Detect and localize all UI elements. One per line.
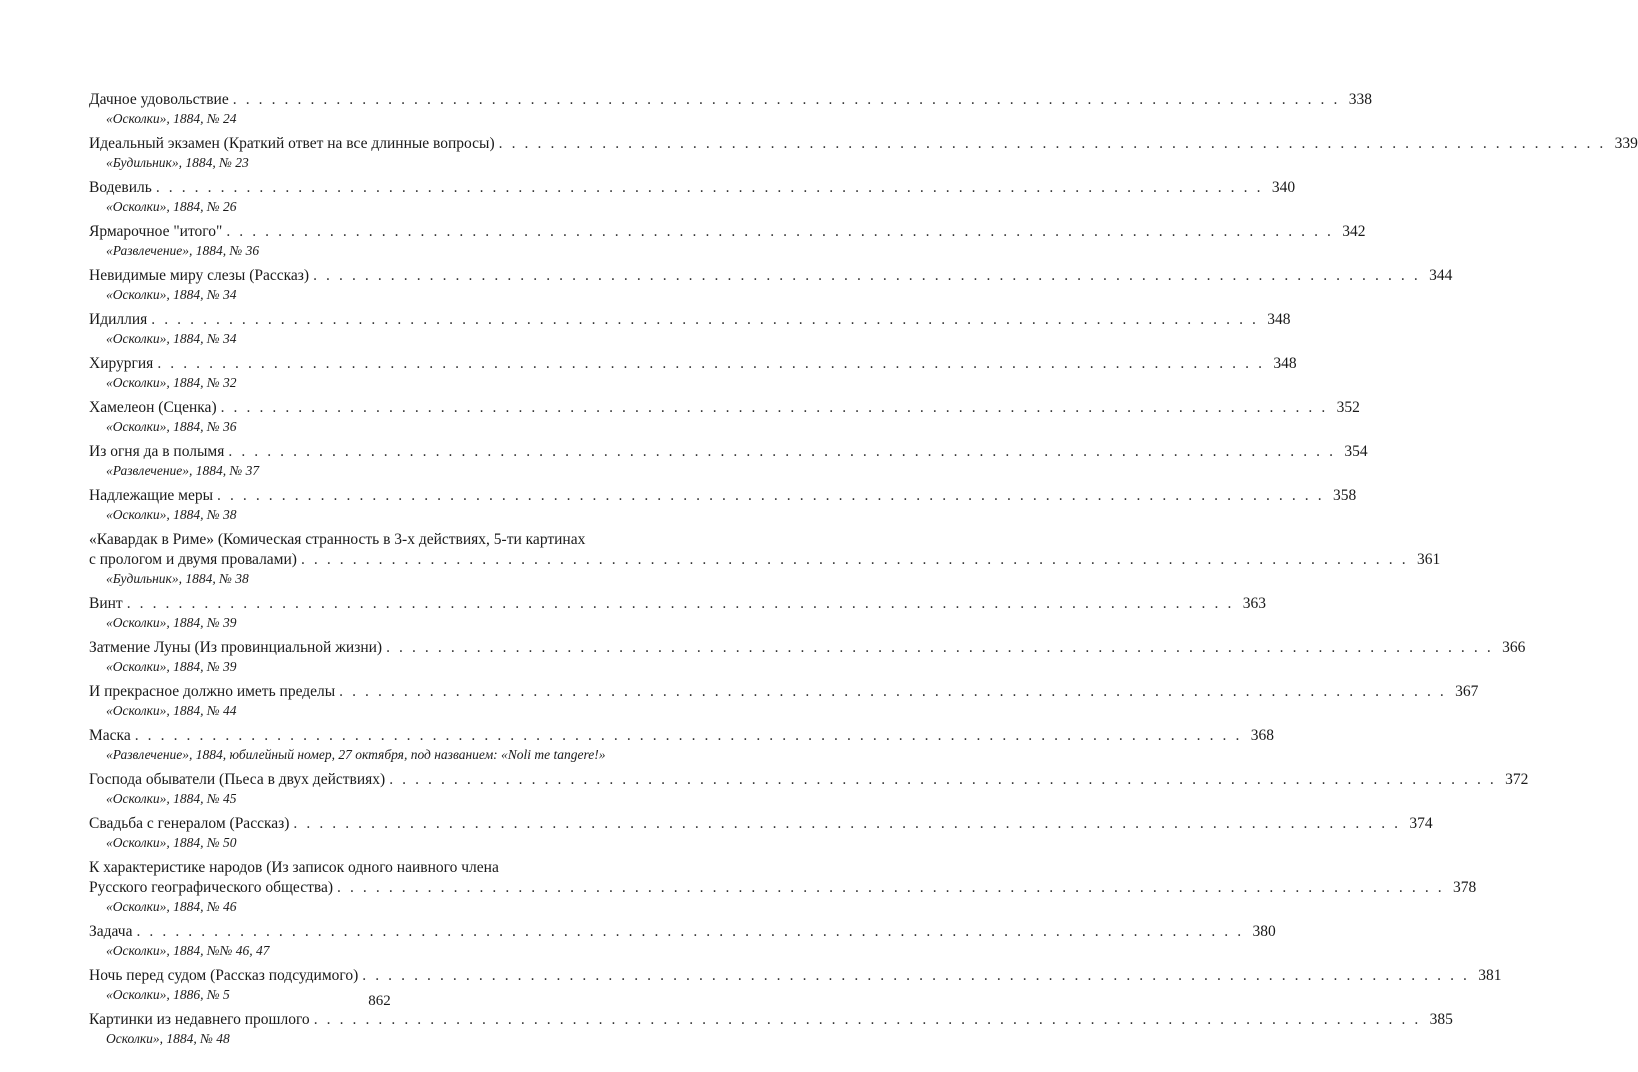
entry-title: Идеальный экзамен (Краткий ответ на все длинные вопросы) — [89, 135, 495, 152]
entry-page-number: 342 — [1342, 223, 1366, 240]
entry-source: «Будильник», 1884, № 38 — [106, 571, 249, 586]
toc-entry — [89, 530, 1441, 588]
entry-source: «Осколки», 1884, № 32 — [106, 375, 237, 390]
entry-title-line — [89, 442, 1368, 462]
entry-source: Осколки», 1884, № 48 — [106, 1031, 230, 1046]
toc-entry — [89, 922, 1276, 960]
entry-source: «Осколки», 1884, № 46 — [106, 899, 237, 914]
entry-title: с прологом и двумя провалами) — [89, 551, 297, 568]
entry-title: Господа обыватели (Пьеса в двух действиях) — [89, 771, 386, 788]
entry-title-line — [89, 90, 1372, 110]
dot-leader: . . . . . . . . . . . . . . . . . . . . . . . . . . . . . . . . . . . . . . . . . . . . . . . . . . . . . . . . . . . . . . . . . . . . . . . . . . . . . . . . . . . . . . — [126, 595, 1234, 612]
dot-leader: . . . . . . . . . . . . . . . . . . . . . . . . . . . . . . . . . . . . . . . . . . . . . . . . . . . . . . . . . . . . . . . . . . . . . . . . . . . . . . . . . . . . . . — [498, 135, 1606, 152]
entry-title: Хамелеон (Сценка) — [89, 399, 217, 416]
dot-leader: . . . . . . . . . . . . . . . . . . . . . . . . . . . . . . . . . . . . . . . . . . . . . . . . . . . . . . . . . . . . . . . . . . . . . . . . . . . . . . . . . . . . . . — [339, 683, 1447, 700]
entry-title-line — [89, 354, 1297, 374]
entry-title: И прекрасное должно иметь пределы — [89, 683, 336, 700]
entry-title-line — [89, 222, 1366, 242]
entry-title-line — [89, 266, 1453, 286]
entry-title-line — [89, 682, 1479, 702]
dot-leader: . . . . . . . . . . . . . . . . . . . . . . . . . . . . . . . . . . . . . . . . . . . . . . . . . . . . . . . . . . . . . . . . . . . . . . . . . . . . . . . . . . . . . . — [362, 967, 1470, 984]
entry-source: «Осколки», 1884, № 39 — [106, 659, 237, 674]
entry-page-number: 374 — [1409, 815, 1433, 832]
entry-title-line — [89, 310, 1291, 330]
dot-leader: . . . . . . . . . . . . . . . . . . . . . . . . . . . . . . . . . . . . . . . . . . . . . . . . . . . . . . . . . . . . . . . . . . . . . . . . . . . . . . . . . . . . . . — [220, 399, 1328, 416]
toc-entry — [89, 134, 1638, 172]
entry-title-line — [89, 398, 1360, 418]
entry-title: Затмение Луны (Из провинциальной жизни) — [89, 639, 383, 656]
entry-page-number: 339 — [1614, 135, 1638, 152]
entry-source: «Осколки», 1884, № 24 — [106, 111, 237, 126]
entry-page-number: 372 — [1505, 771, 1529, 788]
toc-entry — [89, 858, 1477, 916]
entry-title: Картинки из недавнего прошлого — [89, 1011, 310, 1028]
entry-title-line — [89, 486, 1357, 506]
entry-title-line — [89, 878, 1477, 898]
entry-title: Русского географического общества) — [89, 879, 334, 896]
toc-entry — [89, 638, 1526, 676]
entry-source: «Осколки», 1884, № 36 — [106, 419, 237, 434]
toc-entry — [89, 814, 1433, 852]
entry-page-number: 338 — [1348, 91, 1372, 108]
entry-title-line — [89, 814, 1433, 834]
dot-leader: . . . . . . . . . . . . . . . . . . . . . . . . . . . . . . . . . . . . . . . . . . . . . . . . . . . . . . . . . . . . . . . . . . . . . . . . . . . . . . . . . . . . . . — [313, 267, 1421, 284]
entry-title-first-line: «Кавардак в Риме» (Комическая странность в 3-х действиях, 5-ти картинах — [89, 531, 586, 548]
toc-entry — [89, 486, 1357, 524]
toc-entry — [89, 266, 1453, 304]
entry-title-first-line: К характеристике народов (Из записок одного наивного члена — [89, 859, 499, 876]
entry-source: «Осколки», 1884, № 34 — [106, 287, 237, 302]
entry-source: «Развлечение», 1884, № 36 — [106, 243, 260, 258]
entry-source: «Осколки», 1884, № 50 — [106, 835, 237, 850]
entry-title: Ярмарочное "итого" — [89, 223, 223, 240]
toc-entry — [89, 354, 1297, 392]
entry-source: «Осколки», 1884, № 39 — [106, 615, 237, 630]
entry-title-line — [89, 1010, 1453, 1030]
dot-leader: . . . . . . . . . . . . . . . . . . . . . . . . . . . . . . . . . . . . . . . . . . . . . . . . . . . . . . . . . . . . . . . . . . . . . . . . . . . . . . . . . . . . . . — [313, 1011, 1421, 1028]
entry-title: Ночь перед судом (Рассказ подсудимого) — [89, 967, 359, 984]
entry-page-number: 348 — [1273, 355, 1297, 372]
entry-title: Невидимые миру слезы (Рассказ) — [89, 267, 310, 284]
entry-title: Надлежащие меры — [89, 487, 213, 504]
dot-leader: . . . . . . . . . . . . . . . . . . . . . . . . . . . . . . . . . . . . . . . . . . . . . . . . . . . . . . . . . . . . . . . . . . . . . . . . . . . . . . . . . . . . . . — [300, 551, 1409, 568]
dot-leader: . . . . . . . . . . . . . . . . . . . . . . . . . . . . . . . . . . . . . . . . . . . . . . . . . . . . . . . . . . . . . . . . . . . . . . . . . . . . . . . . . . . . . . — [136, 923, 1244, 940]
toc-entry — [89, 594, 1266, 632]
entry-title-line — [89, 770, 1529, 790]
dot-leader: . . . . . . . . . . . . . . . . . . . . . . . . . . . . . . . . . . . . . . . . . . . . . . . . . . . . . . . . . . . . . . . . . . . . . . . . . . . . . . . . . . . . . . — [217, 487, 1325, 504]
entry-title: Задача — [89, 923, 133, 940]
entry-source: «Будильник», 1884, № 23 — [106, 155, 249, 170]
entry-title: Идиллия — [89, 311, 148, 328]
dot-leader: . . . . . . . . . . . . . . . . . . . . . . . . . . . . . . . . . . . . . . . . . . . . . . . . . . . . . . . . . . . . . . . . . . . . . . . . . . . . . . . . . . . . . . — [134, 727, 1242, 744]
entry-title-line — [89, 638, 1526, 658]
entry-title-line — [89, 134, 1638, 154]
dot-leader: . . . . . . . . . . . . . . . . . . . . . . . . . . . . . . . . . . . . . . . . . . . . . . . . . . . . . . . . . . . . . . . . . . . . . . . . . . . . . . . . . . . . . . — [151, 311, 1259, 328]
entry-source: «Развлечение», 1884, № 37 — [106, 463, 260, 478]
toc-entry — [89, 310, 1291, 348]
entry-page-number: 358 — [1332, 487, 1357, 504]
entry-source: «Осколки», 1884, № 34 — [106, 331, 237, 346]
dot-leader: . . . . . . . . . . . . . . . . . . . . . . . . . . . . . . . . . . . . . . . . . . . . . . . . . . . . . . . . . . . . . . . . . . . . . . . . . . . . . . . . . . . . . . — [228, 443, 1336, 460]
entry-page-number: 381 — [1478, 967, 1502, 984]
dot-leader: . . . . . . . . . . . . . . . . . . . . . . . . . . . . . . . . . . . . . . . . . . . . . . . . . . . . . . . . . . . . . . . . . . . . . . . . . . . . . . . . . . . . . . — [232, 91, 1340, 108]
toc-entry — [89, 90, 1372, 128]
entry-title: Хирургия — [89, 355, 154, 372]
entry-title-line — [89, 550, 1441, 570]
dot-leader: . . . . . . . . . . . . . . . . . . . . . . . . . . . . . . . . . . . . . . . . . . . . . . . . . . . . . . . . . . . . . . . . . . . . . . . . . . . . . . . . . . . . . . — [337, 879, 1445, 896]
entry-title-line — [89, 922, 1276, 942]
entry-source: «Осколки», 1886, № 5 — [106, 987, 230, 1002]
entry-page-number: 361 — [1416, 551, 1441, 568]
entry-title: Маска — [89, 727, 131, 744]
entry-title: Из огня да в полымя — [89, 443, 225, 460]
entry-title: Дачное удовольствие — [89, 91, 229, 108]
page-number: 862 — [368, 993, 391, 1009]
entry-page-number: 380 — [1252, 923, 1276, 940]
entry-page-number: 385 — [1429, 1011, 1453, 1028]
entry-title-line — [89, 594, 1266, 614]
entry-page-number: 354 — [1344, 443, 1368, 460]
entry-title-line — [89, 726, 1274, 746]
toc-entry — [89, 398, 1360, 436]
dot-leader: . . . . . . . . . . . . . . . . . . . . . . . . . . . . . . . . . . . . . . . . . . . . . . . . . . . . . . . . . . . . . . . . . . . . . . . . . . . . . . . . . . . . . . — [155, 179, 1264, 196]
entry-source: «Развлечение», 1884, юбилейный номер, 27 октября, под названием: «Noli me tangere!» — [106, 747, 606, 762]
toc-entry — [89, 770, 1529, 808]
entry-page-number: 366 — [1502, 639, 1526, 656]
entry-page-number: 363 — [1242, 595, 1266, 612]
entry-title: Винт — [89, 595, 123, 612]
toc-entry — [89, 222, 1366, 260]
toc-entry — [89, 682, 1479, 720]
entry-page-number: 340 — [1271, 179, 1296, 196]
toc-entry — [89, 442, 1368, 480]
entry-page-number: 378 — [1453, 879, 1477, 896]
entry-source: «Осколки», 1884, № 38 — [106, 507, 237, 522]
entry-source: «Осколки», 1884, № 26 — [106, 199, 237, 214]
entry-source: «Осколки», 1884, № 45 — [106, 791, 237, 806]
entry-page-number: 352 — [1336, 399, 1360, 416]
entry-page-number: 348 — [1267, 311, 1291, 328]
entry-title: Свадьба с генералом (Рассказ) — [89, 815, 290, 832]
entry-page-number: 367 — [1455, 683, 1479, 700]
entry-page-number: 344 — [1429, 267, 1453, 284]
dot-leader: . . . . . . . . . . . . . . . . . . . . . . . . . . . . . . . . . . . . . . . . . . . . . . . . . . . . . . . . . . . . . . . . . . . . . . . . . . . . . . . . . . . . . . — [389, 771, 1497, 788]
dot-leader: . . . . . . . . . . . . . . . . . . . . . . . . . . . . . . . . . . . . . . . . . . . . . . . . . . . . . . . . . . . . . . . . . . . . . . . . . . . . . . . . . . . . . . — [386, 639, 1494, 656]
entry-source: «Осколки», 1884, № 44 — [106, 703, 237, 718]
toc-entry — [89, 1010, 1453, 1048]
dot-leader: . . . . . . . . . . . . . . . . . . . . . . . . . . . . . . . . . . . . . . . . . . . . . . . . . . . . . . . . . . . . . . . . . . . . . . . . . . . . . . . . . . . . . . — [226, 223, 1334, 240]
toc-entry — [89, 178, 1296, 216]
table-of-contents — [89, 90, 1638, 1054]
toc-entry — [89, 726, 1274, 764]
entry-title-line — [89, 178, 1296, 198]
dot-leader: . . . . . . . . . . . . . . . . . . . . . . . . . . . . . . . . . . . . . . . . . . . . . . . . . . . . . . . . . . . . . . . . . . . . . . . . . . . . . . . . . . . . . . — [157, 355, 1265, 372]
entry-source: «Осколки», 1884, №№ 46, 47 — [106, 943, 270, 958]
entry-title: Водевиль — [89, 179, 152, 196]
entry-title-line — [89, 966, 1502, 986]
entry-page-number: 368 — [1250, 727, 1274, 744]
dot-leader: . . . . . . . . . . . . . . . . . . . . . . . . . . . . . . . . . . . . . . . . . . . . . . . . . . . . . . . . . . . . . . . . . . . . . . . . . . . . . . . . . . . . . . — [293, 815, 1401, 832]
